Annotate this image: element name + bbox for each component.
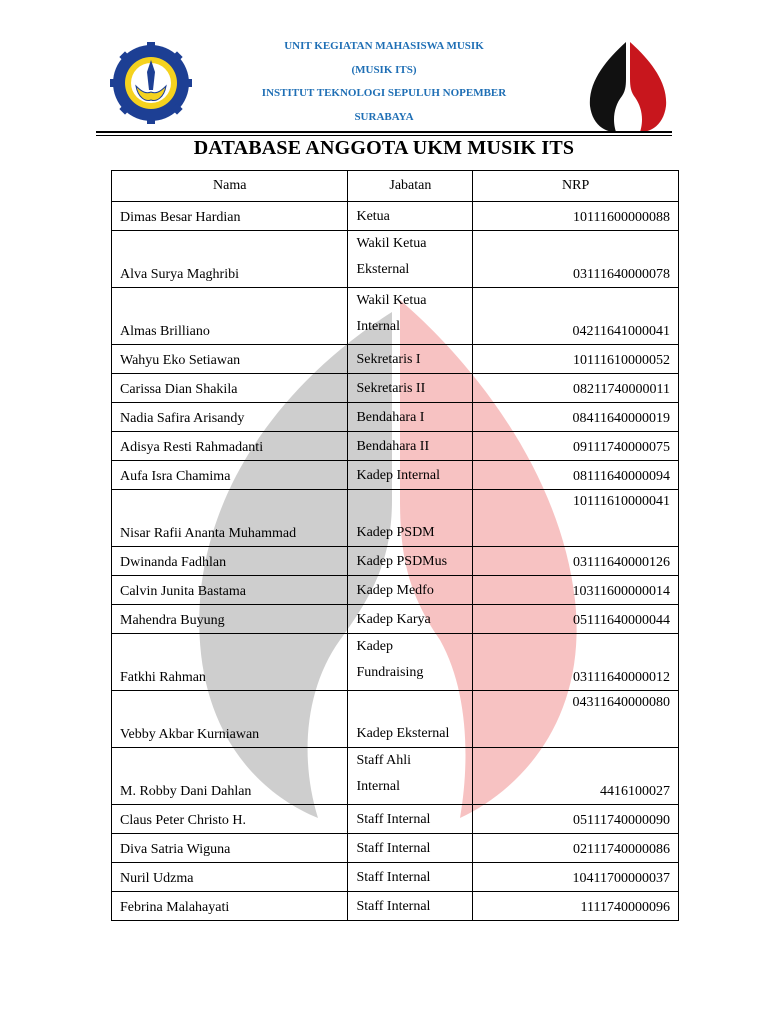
cell-nama: Adisya Resti Rahmadanti — [112, 432, 348, 461]
table-row — [112, 432, 679, 461]
org-line-1: UNIT KEGIATAN MAHASISWA MUSIK — [284, 40, 484, 52]
table-row — [112, 748, 679, 805]
cell-jabatan — [348, 461, 473, 490]
cell-nrp: 03111640000126 — [473, 547, 679, 576]
jabatan-line: Ketua — [356, 209, 390, 224]
jabatan-line: Eksternal — [356, 262, 410, 277]
cell-jabatan — [348, 748, 473, 805]
jabatan-line: Kadep Karya — [356, 612, 431, 627]
table-row — [112, 576, 679, 605]
members-table — [111, 170, 679, 921]
cell-nrp: 4416100027 — [473, 748, 679, 805]
cell-nrp: 10311600000014 — [473, 576, 679, 605]
jabatan-line: Fundraising — [356, 665, 424, 680]
cell-nama: M. Robby Dani Dahlan — [112, 748, 348, 805]
cell-nama: Fatkhi Rahman — [112, 634, 348, 691]
table-row — [112, 374, 679, 403]
jabatan-line: Kadep PSDM — [356, 525, 435, 540]
jabatan-line: Staff Internal — [356, 841, 431, 856]
jabatan-line: Staff Internal — [356, 870, 431, 885]
cell-jabatan — [348, 576, 473, 605]
cell-nrp: 05111740000090 — [473, 805, 679, 834]
jabatan-line: Kadep Eksternal — [356, 726, 450, 741]
cell-nrp: 03111640000078 — [473, 231, 679, 288]
jabatan-line: Wakil Ketua — [356, 236, 427, 251]
cell-nrp: 10111610000041 — [473, 490, 679, 547]
cell-jabatan — [348, 432, 473, 461]
jabatan-line: Internal — [356, 779, 400, 794]
org-line-3: INSTITUT TEKNOLOGI SEPULUH NOPEMBER — [261, 87, 507, 99]
cell-nama: Alva Surya Maghribi — [112, 231, 348, 288]
table-row — [112, 547, 679, 576]
table-row — [112, 403, 679, 432]
table-row — [112, 490, 679, 547]
cell-jabatan — [348, 691, 473, 748]
cell-nrp: 04311640000080 — [473, 691, 679, 748]
jabatan-line: Bendahara II — [356, 439, 430, 454]
jabatan-line: Staff Ahli — [356, 753, 412, 768]
jabatan-line: Bendahara I — [356, 410, 425, 425]
cell-nama: Nisar Rafii Ananta Muhammad — [112, 490, 348, 547]
header-rule-thin — [96, 135, 672, 136]
cell-jabatan — [348, 403, 473, 432]
cell-jabatan — [348, 345, 473, 374]
cell-jabatan — [348, 231, 473, 288]
cell-nama: Claus Peter Christo H. — [112, 805, 348, 834]
jabatan-line: Kadep Medfo — [356, 583, 434, 598]
cell-nrp: 1111740000096 — [473, 892, 679, 921]
table-body — [112, 202, 679, 921]
cell-nama: Febrina Malahayati — [112, 892, 348, 921]
cell-jabatan — [348, 805, 473, 834]
cell-jabatan — [348, 490, 473, 547]
letterhead — [96, 30, 672, 136]
jabatan-line: Sekretaris II — [356, 381, 426, 396]
cell-nama: Nadia Safira Arisandy — [112, 403, 348, 432]
cell-nrp: 04211641000041 — [473, 288, 679, 345]
cell-nrp: 03111640000012 — [473, 634, 679, 691]
musik-its-logo-icon — [586, 40, 670, 134]
cell-jabatan — [348, 605, 473, 634]
table-row — [112, 231, 679, 288]
jabatan-line: Kadep PSDMus — [356, 554, 448, 569]
cell-nama: Wahyu Eko Setiawan — [112, 345, 348, 374]
cell-nama: Diva Satria Wiguna — [112, 834, 348, 863]
org-line-4: SURABAYA — [354, 111, 414, 123]
table-row — [112, 202, 679, 231]
table-row — [112, 345, 679, 374]
cell-nama: Almas Brilliano — [112, 288, 348, 345]
cell-nama: Aufa Isra Chamima — [112, 461, 348, 490]
jabatan-line: Staff Internal — [356, 812, 431, 827]
column-header-nama: Nama — [112, 171, 348, 202]
table-row — [112, 805, 679, 834]
jabatan-line: Staff Internal — [356, 899, 431, 914]
column-header-jabatan: Jabatan — [348, 171, 473, 202]
cell-jabatan — [348, 288, 473, 345]
cell-jabatan — [348, 863, 473, 892]
cell-nrp: 09111740000075 — [473, 432, 679, 461]
cell-jabatan — [348, 374, 473, 403]
cell-nama: Calvin Junita Bastama — [112, 576, 348, 605]
table-header-row — [112, 171, 679, 202]
cell-nama: Vebby Akbar Kurniawan — [112, 691, 348, 748]
cell-nrp: 08411640000019 — [473, 403, 679, 432]
table-row — [112, 834, 679, 863]
jabatan-line: Internal — [356, 319, 400, 334]
cell-nrp: 10411700000037 — [473, 863, 679, 892]
table-row — [112, 634, 679, 691]
jabatan-line: Wakil Ketua — [356, 293, 427, 308]
table-row — [112, 691, 679, 748]
cell-nrp: 08111640000094 — [473, 461, 679, 490]
table-row — [112, 892, 679, 921]
cell-jabatan — [348, 634, 473, 691]
column-header-nrp: NRP — [473, 171, 679, 202]
cell-nama: Mahendra Buyung — [112, 605, 348, 634]
header-rule-thick — [96, 131, 672, 133]
cell-jabatan — [348, 892, 473, 921]
cell-nrp: 10111610000052 — [473, 345, 679, 374]
table-row — [112, 605, 679, 634]
cell-jabatan — [348, 834, 473, 863]
table-row — [112, 288, 679, 345]
page-title: DATABASE ANGGOTA UKM MUSIK ITS — [193, 137, 575, 159]
table-row — [112, 863, 679, 892]
cell-nama: Dwinanda Fadhlan — [112, 547, 348, 576]
org-line-2: (MUSIK ITS) — [351, 64, 417, 76]
cell-nama: Dimas Besar Hardian — [112, 202, 348, 231]
cell-jabatan — [348, 202, 473, 231]
cell-nrp: 08211740000011 — [473, 374, 679, 403]
cell-nrp: 05111640000044 — [473, 605, 679, 634]
table-row — [112, 461, 679, 490]
cell-jabatan — [348, 547, 473, 576]
cell-nama: Nuril Udzma — [112, 863, 348, 892]
cell-nama: Carissa Dian Shakila — [112, 374, 348, 403]
cell-nrp: 02111740000086 — [473, 834, 679, 863]
cell-nrp: 10111600000088 — [473, 202, 679, 231]
jabatan-line: Sekretaris I — [356, 352, 421, 367]
jabatan-line: Kadep — [356, 639, 393, 654]
jabatan-line: Kadep Internal — [356, 468, 441, 483]
